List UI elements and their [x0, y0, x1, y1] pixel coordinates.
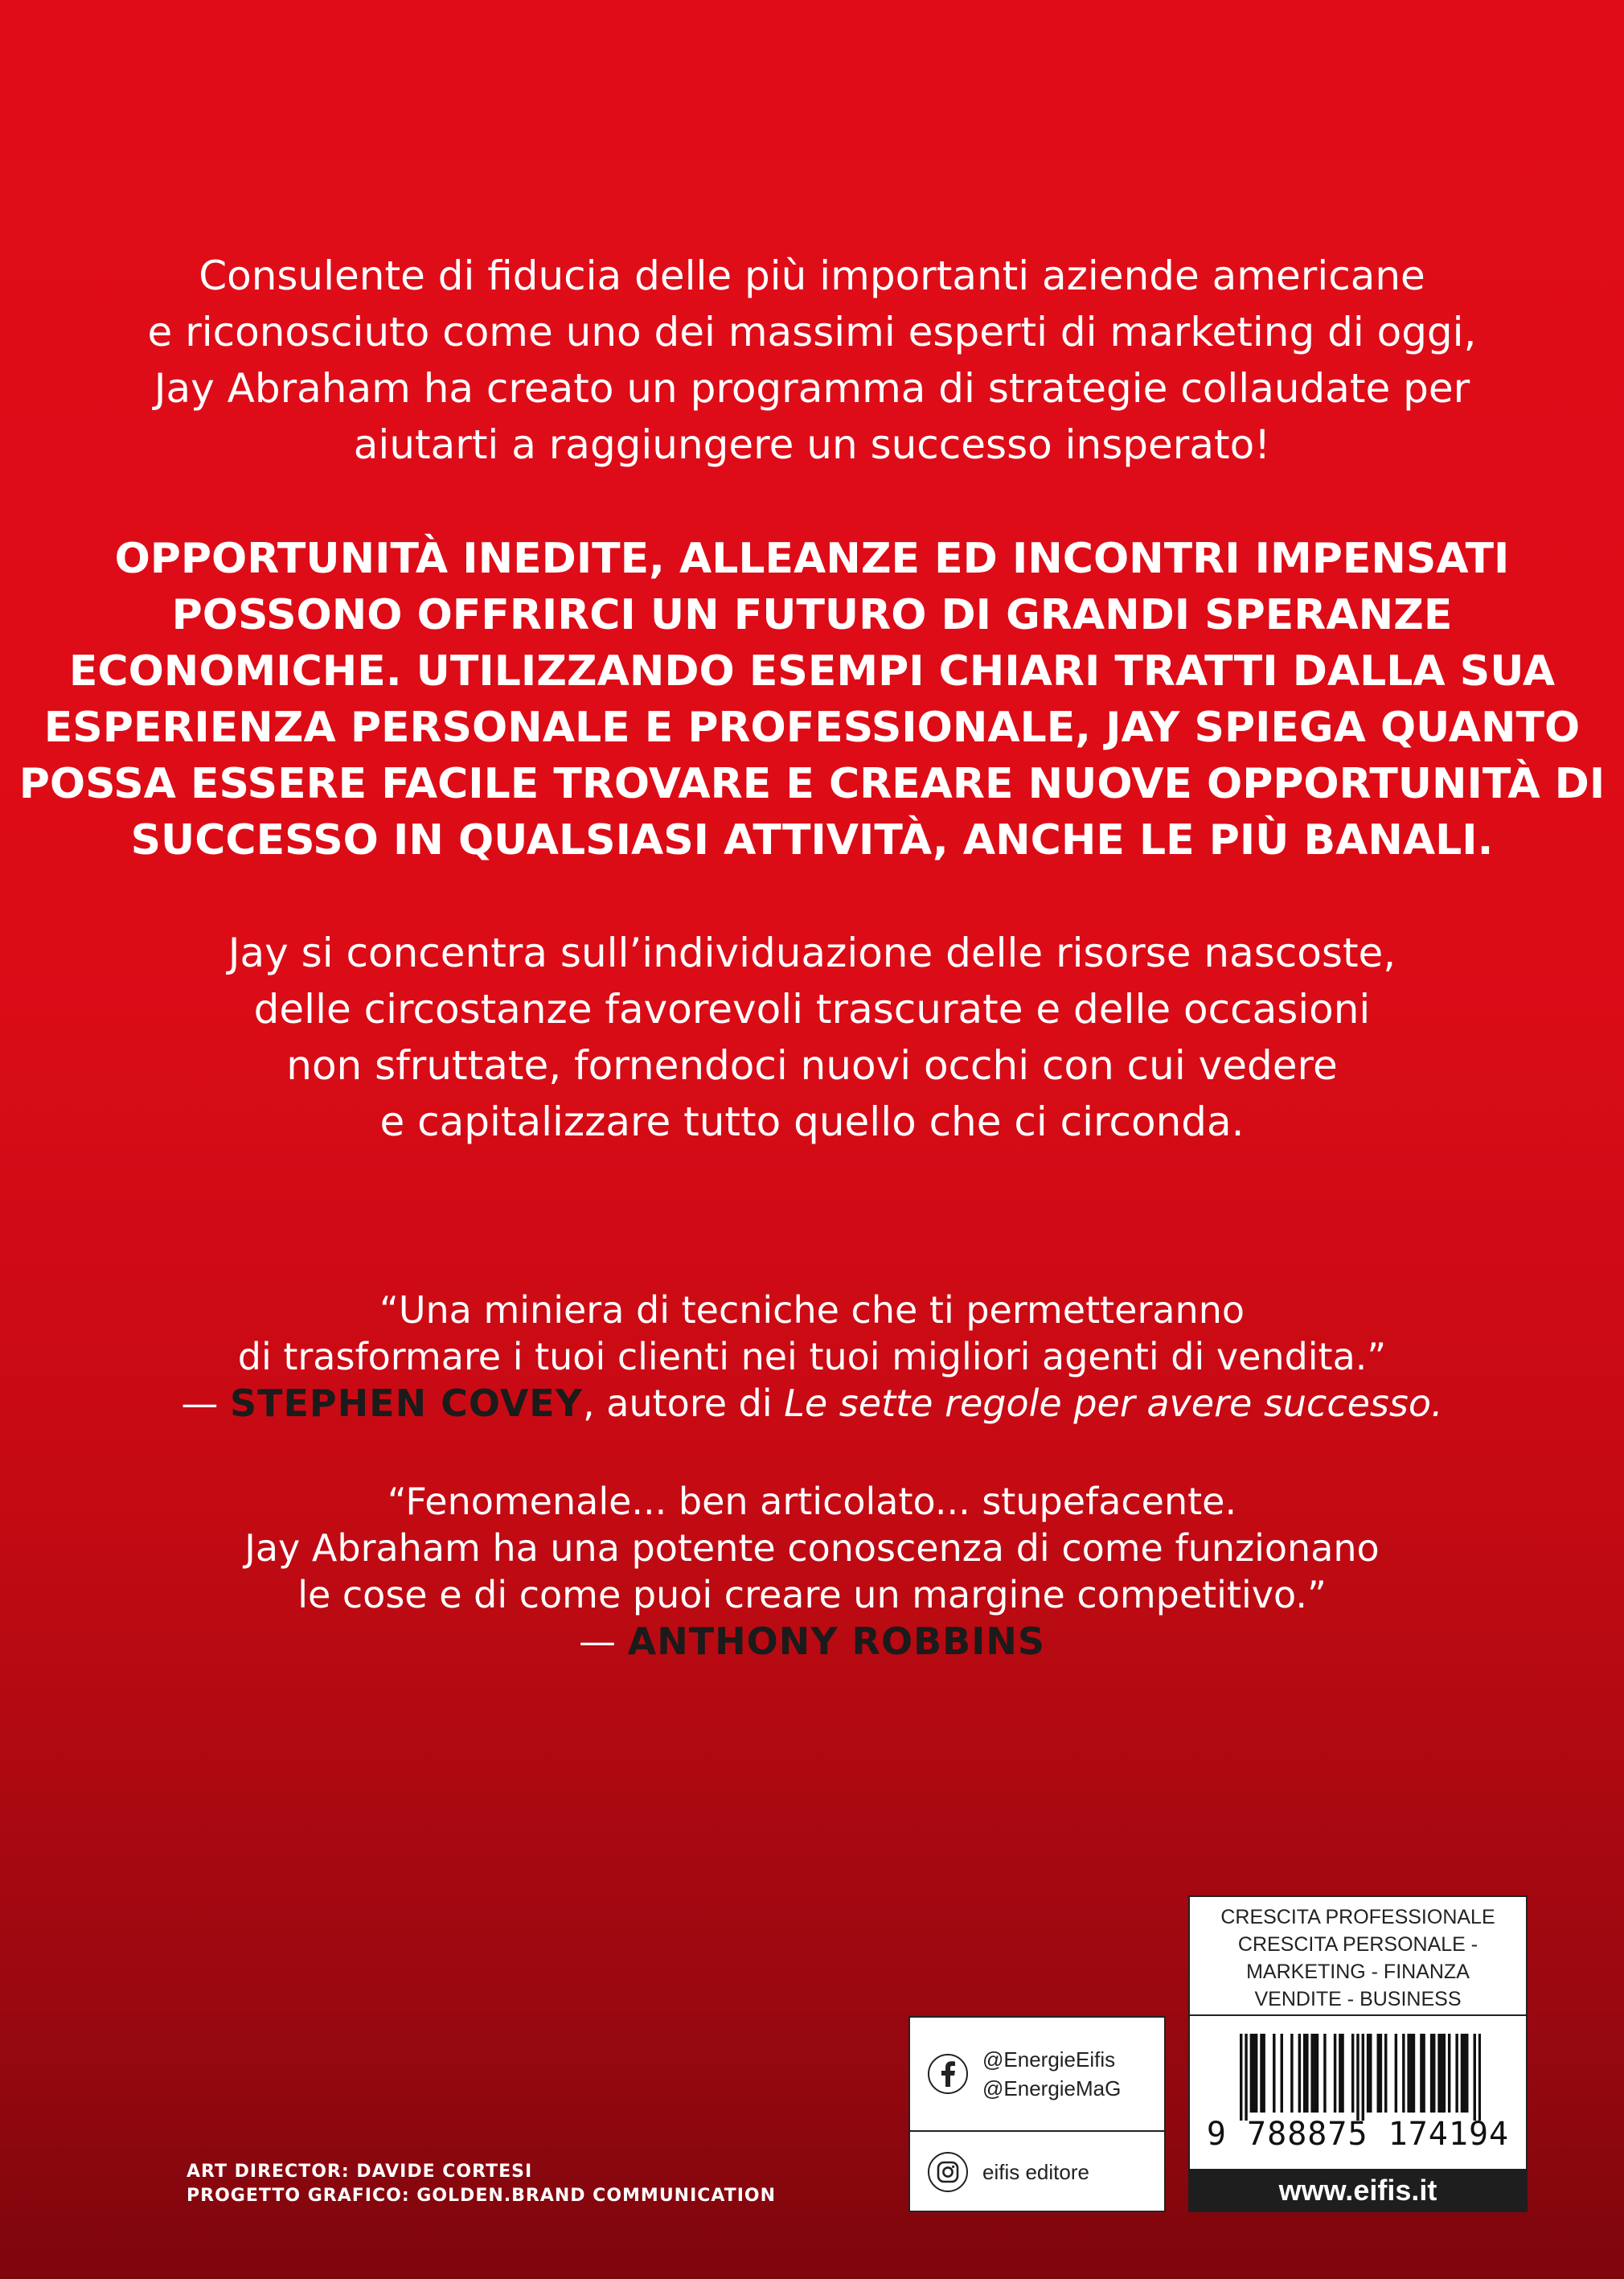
testimonial-attribution — [0, 1618, 1624, 1665]
uppercase-line: POSSA ESSERE FACILE TROVARE E CREARE NUOVE OPPORTUNITÀ DI — [18, 760, 1606, 808]
design-credit: PROGETTO GRAFICO: GOLDEN.BRAND COMMUNICATION — [187, 2186, 777, 2206]
intro-line: Consulente di fiducia delle più importanti aziende americane — [199, 253, 1425, 299]
uppercase-line: ECONOMICHE. UTILIZZANDO ESEMPI CHIARI TRATTI DALLA SUA — [68, 647, 1556, 696]
credits — [187, 2160, 776, 2208]
barcode-bar — [1281, 2034, 1283, 2113]
barcode-bar — [1413, 2034, 1415, 2113]
focus-line: non sfruttate, fornendoci nuovi occhi con cui vedere — [286, 1042, 1338, 1089]
barcode-bar — [1253, 2034, 1255, 2113]
barcode-bar — [1260, 2034, 1262, 2113]
author-name: STEPHEN COVEY — [230, 1382, 584, 1425]
barcode-bar — [1369, 2034, 1372, 2113]
barcode-bar — [1430, 2034, 1433, 2113]
barcode-bar — [1433, 2034, 1435, 2113]
testimonial-covey — [0, 1287, 1624, 1427]
testimonial-robbins — [0, 1478, 1624, 1665]
testimonial-line: “Una miniera di tecniche che ti permetteranno — [379, 1288, 1245, 1332]
author-name: ANTHONY ROBBINS — [627, 1620, 1045, 1663]
barcode-bar — [1339, 2034, 1341, 2113]
barcode-bar — [1420, 2034, 1422, 2113]
barcode-bar — [1273, 2034, 1275, 2113]
barcode-bar — [1356, 2034, 1359, 2121]
barcode-bar — [1380, 2034, 1382, 2113]
facebook-handle: @EnergieEifis — [982, 2047, 1116, 2072]
barcode-bar — [1443, 2034, 1446, 2113]
barcode-bar — [1250, 2034, 1253, 2113]
uppercase-paragraph — [0, 531, 1624, 868]
barcode-bar — [1402, 2034, 1405, 2113]
barcode-bar — [1466, 2034, 1468, 2113]
barcode-bar — [1461, 2034, 1463, 2113]
barcode-bar — [1303, 2034, 1306, 2113]
book-title: Le sette regole per avere successo. — [784, 1382, 1443, 1425]
instagram-handle: eifis editore — [982, 2160, 1089, 2184]
barcode-bar — [1310, 2034, 1313, 2113]
focus-line: Jay si concentra sull’individuazione delle risorse nascoste, — [228, 930, 1396, 976]
barcode-bar — [1298, 2034, 1301, 2113]
barcode-bar — [1240, 2034, 1242, 2121]
category-box — [1188, 1895, 1528, 2016]
intro-line: e riconosciuto come uno dei massimi esperti di marketing di oggi, — [147, 309, 1477, 355]
barcode-bar — [1314, 2034, 1316, 2113]
testimonial-attribution — [0, 1380, 1624, 1427]
barcode-bar — [1478, 2034, 1481, 2121]
barcode-bar — [1306, 2034, 1308, 2113]
isbn-barcode — [1240, 2034, 1481, 2121]
facebook-row — [910, 2018, 1164, 2130]
uppercase-line: POSSONO OFFRIRCI UN FUTURO DI GRANDI SPERANZE — [171, 591, 1453, 639]
barcode-bar — [1362, 2034, 1364, 2121]
uppercase-line: OPPORTUNITÀ INEDITE, ALLEANZE ED INCONTRI IMPENSATI — [114, 535, 1510, 583]
focus-paragraph — [0, 925, 1624, 1150]
social-box — [908, 2016, 1166, 2212]
testimonial-line: le cose e di come puoi creare un margine competitivo.” — [297, 1573, 1327, 1616]
barcode-bar — [1410, 2034, 1413, 2113]
facebook-handles — [982, 2045, 1121, 2103]
intro-line: aiutarti a raggiungere un successo insperato! — [353, 421, 1271, 468]
barcode-bar — [1262, 2034, 1265, 2113]
barcode-bar — [1367, 2034, 1369, 2113]
author-role: , autore di — [583, 1382, 785, 1425]
category-line: CRESCITA PROFESSIONALE — [1220, 1906, 1495, 1928]
attribution-dash: — — [181, 1382, 230, 1425]
testimonial-line: Jay Abraham ha una potente conoscenza di come funzionano — [244, 1526, 1380, 1570]
instagram-row — [910, 2130, 1164, 2212]
barcode-bar — [1316, 2034, 1318, 2113]
barcode-bar — [1455, 2034, 1458, 2113]
category-line: MARKETING - FINANZA — [1246, 1961, 1470, 1983]
focus-line: delle circostanze favorevoli trascurate e delle occasioni — [253, 986, 1371, 1033]
intro-paragraph — [0, 248, 1624, 473]
barcode-bar — [1422, 2034, 1425, 2113]
barcode-bar — [1407, 2034, 1409, 2113]
facebook-icon — [928, 2054, 968, 2094]
isbn-number: 9 788875 174194 — [1206, 2116, 1510, 2153]
testimonial-line: di trasformare i tuoi clienti nei tuoi migliori agenti di vendita.” — [237, 1335, 1387, 1378]
barcode-bar — [1474, 2034, 1476, 2121]
barcode-bar — [1351, 2034, 1354, 2113]
barcode-bar — [1448, 2034, 1450, 2113]
barcode-bar — [1463, 2034, 1466, 2113]
website-url: www.eifis.it — [1188, 2169, 1528, 2212]
barcode-bar — [1245, 2034, 1247, 2121]
barcode-bar — [1334, 2034, 1336, 2113]
attribution-dash: — — [579, 1620, 628, 1663]
focus-line: e capitalizzare tutto quello che ci circonda. — [379, 1098, 1245, 1145]
art-director-credit: ART DIRECTOR: DAVIDE CORTESI — [187, 2162, 533, 2182]
category-line: VENDITE - BUSINESS — [1254, 1988, 1462, 2010]
barcode-bar — [1290, 2034, 1293, 2113]
barcode-bar — [1437, 2034, 1440, 2113]
instagram-icon — [928, 2152, 968, 2192]
testimonial-line: “Fenomenale... ben articolato... stupefacente. — [387, 1480, 1237, 1523]
intro-line: Jay Abraham ha creato un programma di strategie collaudate per — [154, 365, 1470, 412]
barcode-bar — [1377, 2034, 1380, 2113]
uppercase-line: SUCCESSO IN QUALSIASI ATTIVITÀ, ANCHE LE PIÙ BANALI. — [130, 816, 1494, 864]
barcode-bar — [1323, 2034, 1326, 2113]
facebook-handle: @EnergieMaG — [982, 2076, 1122, 2100]
barcode-bar — [1341, 2034, 1343, 2113]
barcode-bar — [1384, 2034, 1387, 2113]
category-line: CRESCITA PERSONALE - — [1237, 1933, 1478, 1956]
barcode-box — [1188, 2016, 1528, 2169]
barcode-bar — [1440, 2034, 1442, 2113]
barcode-bar — [1255, 2034, 1257, 2113]
uppercase-line: ESPERIENZA PERSONALE E PROFESSIONALE, JAY SPIEGA QUANTO — [43, 704, 1581, 752]
barcode-bar — [1395, 2034, 1397, 2113]
